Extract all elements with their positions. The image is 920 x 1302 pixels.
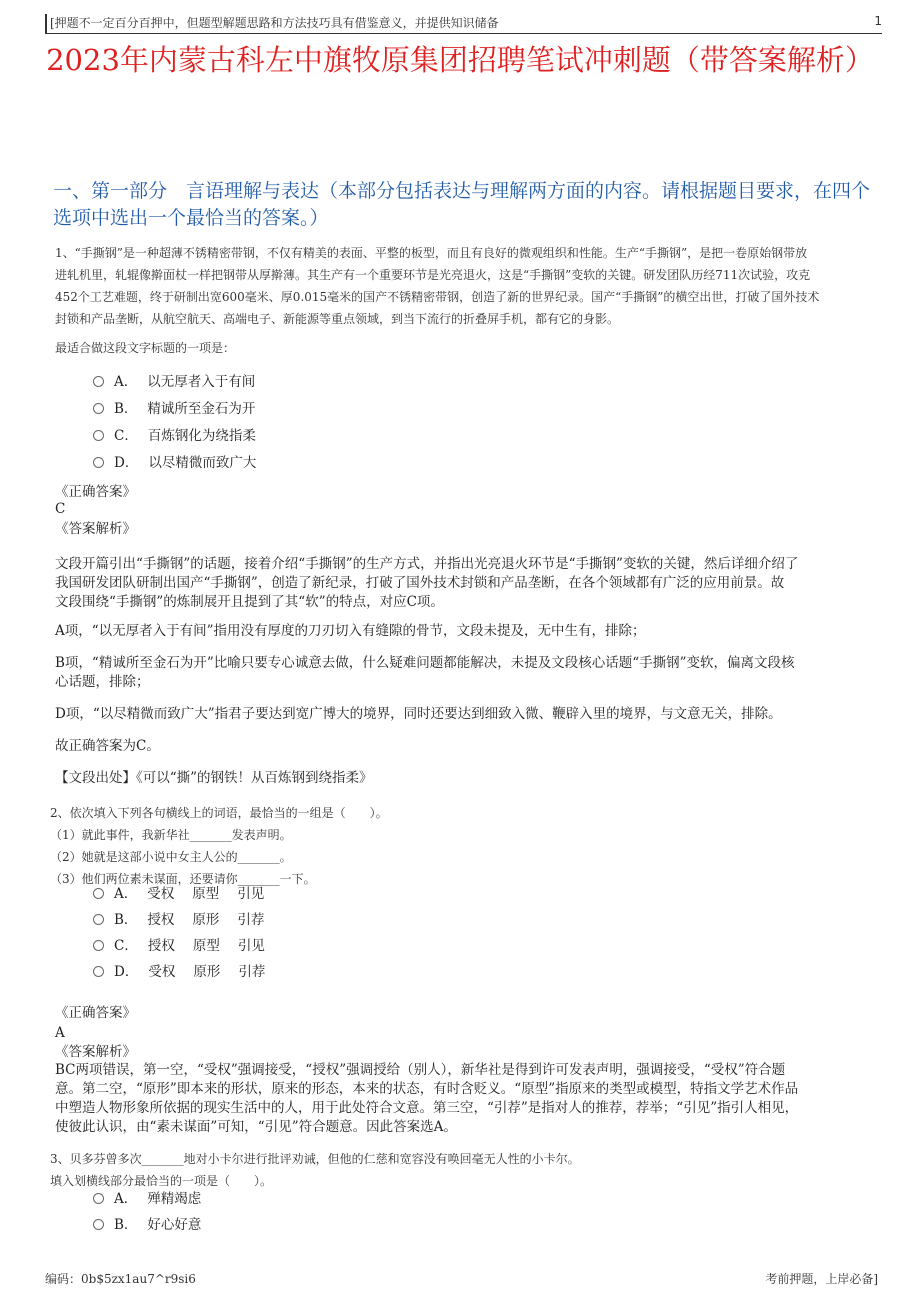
q1-stem-line: 1、“手撕钢”是一种超薄不锈精密带钢，不仅有精美的表面、平整的板型，而且有良好的微观组织和性能。生产“手撕钢”，是把一卷原始钢带放 [55,246,808,260]
option-word: 授权 [147,938,175,954]
option-text: 好心好意 [147,1217,202,1233]
q2-answer: A [55,1025,65,1041]
q1-answer-label: 《正确答案》 [55,484,136,500]
q1-stem-line: 452个工艺难题，终于研制出宽600毫米、厚0.015毫米的国产不锈精密带钢，创造了新的世界纪录。国产“手撕钢”的横空出世，打破了国外技术 [55,290,820,304]
radio-icon[interactable] [93,940,104,951]
q2-option-a[interactable] [93,884,282,904]
q3-stem-line: 3、贝多芬曾多次_______地对小卡尔进行批评劝诫，但他的仁慈和宽容没有唤回毫无人性的小卡尔。 [50,1152,580,1166]
q2-option-b[interactable] [93,910,282,930]
option-word: 引见 [237,886,265,902]
option-text: 百炼钢化为绕指柔 [147,428,256,444]
option-text: 精诚所至金石为开 [147,401,256,417]
q1-stem [55,242,885,330]
option-word: 受权 [147,886,175,902]
footer-slogan: 考前押题，上岸必备] [765,1272,878,1286]
analysis-line: 意。第二空，“原形”即本来的形状，原来的形态，本来的状态，有时含贬义。“原型”指原来的类型或模型，特指文学艺术作品 [55,1081,799,1097]
q1-stem-line: 封锁和产品垄断，从航空航天、高端电子、新能源等重点领域，到当下流行的折叠屏手机，都有它的身影。 [55,312,620,326]
option-letter: D． [114,964,139,980]
q1-source: 【文段出处】《可以“撕”的钢铁！从百炼钢到绕指柔》 [55,770,373,786]
option-letter: B． [114,1217,138,1233]
q1-analysis-label: 《答案解析》 [55,521,136,537]
analysis-line: B项，“精诚所至金石为开”比喻只要专心诚意去做，什么疑难问题都能解决，未提及文段核心话题“手撕钢”变软，偏离文段核 [55,655,795,671]
q1-stem-line: 进轧机里，轧辊像擀面杖一样把钢带从厚擀薄。其生产有一个重要环节是光亮退火，这是“手撕钢”变软的关键。研发团队历经711次试验，攻克 [55,268,811,282]
q1-analysis-b [55,654,885,692]
option-text: 殚精竭虑 [147,1191,202,1207]
analysis-line: BC两项错误，第一空，“受权”强调接受，“授权”强调授给（别人），新华社是得到许可发表声明，强调接受，“受权”符合题 [55,1062,786,1078]
option-word: 原型 [192,938,220,954]
analysis-line: 文段围绕“手撕钢”的炼制展开且提到了其“软”的特点，对应C项。 [55,594,444,610]
option-text: 以无厚者入于有间 [147,374,256,390]
q3-option-b[interactable] [93,1215,201,1235]
option-word: 原型 [192,886,220,902]
radio-icon[interactable] [93,457,104,468]
footer-code: 编码：0b$5zx1au7^r9si6 [45,1272,196,1286]
q2-stem-line: 2、依次填入下列各句横线上的词语，最恰当的一组是（ ）。 [50,806,388,820]
q2-stem-line: （3）他们两位素未谋面，还要请你_______一下。 [50,872,316,886]
radio-icon[interactable] [93,430,104,441]
q2-stem-line: （1）就此事件，我新华社_______发表声明。 [50,828,292,842]
option-letter: B． [114,401,138,417]
option-word: 引荐 [238,964,266,980]
q1-option-a[interactable] [93,372,255,392]
option-letter: A． [114,886,138,902]
option-letter: C． [114,938,138,954]
q1-analysis-d: D项，“以尽精微而致广大”指君子要达到宽广博大的境界，同时还要达到细致入微、鞭辟入里的境界，与文意无关，排除。 [55,706,782,722]
q3-stem-line: 填入划横线部分最恰当的一项是（ ）。 [50,1174,273,1188]
option-letter: B． [114,912,138,928]
q1-prompt: 最适合做这段文字标题的一项是： [55,341,236,355]
q2-option-c[interactable] [93,936,283,956]
q1-analysis-a: A项，“以无厚者入于有间”指用没有厚度的刀刃切入有缝隙的骨节，文段未提及，无中生有，排除； [55,623,646,639]
option-word: 引见 [237,938,265,954]
q1-answer: C [55,501,66,517]
radio-icon[interactable] [93,914,104,925]
q2-analysis [55,1061,885,1137]
analysis-line: 心话题，排除； [55,674,150,690]
q1-option-d[interactable] [93,453,256,473]
option-letter: A． [114,1191,138,1207]
radio-icon[interactable] [93,1219,104,1230]
q2-option-d[interactable] [93,962,283,982]
q2-analysis-label: 《答案解析》 [55,1044,136,1060]
q1-option-b[interactable] [93,399,255,419]
q3-option-a[interactable] [93,1189,201,1209]
q2-stem-line: （2）她就是这部小说中女主人公的_______。 [50,850,292,864]
analysis-line: 我国研发团队研制出国产“手撕钢”，创造了新纪录，打破了国外技术封锁和产品垄断，在各个领域都有广泛的应用前景。故 [55,575,785,591]
option-word: 原形 [193,964,221,980]
radio-icon[interactable] [93,966,104,977]
page-header [45,14,882,34]
option-word: 受权 [148,964,176,980]
q1-analysis-para1 [55,555,885,612]
header-note: [押题不一定百分百押中，但题型解题思路和方法技巧具有借鉴意义，并提供知识储备 [50,16,499,30]
page-number: 1 [874,14,882,28]
radio-icon[interactable] [93,376,104,387]
section-heading: 一、第一部分 言语理解与表达（本部分包括表达与理解两方面的内容。请根据题目要求，在四个选项中选出一个最恰当的答案。） [53,180,871,229]
option-word: 引荐 [237,912,265,928]
option-letter: D． [114,455,139,471]
q2-stem [50,802,880,890]
q1-conclusion: 故正确答案为C。 [55,738,160,754]
analysis-line: 文段开篇引出“手撕钢”的话题，接着介绍“手撕钢”的生产方式，并指出光亮退火环节是“手撕钢”变软的关键，然后详细介绍了 [55,556,799,572]
radio-icon[interactable] [93,1193,104,1204]
option-letter: A． [114,374,138,390]
q3-stem [50,1148,880,1192]
analysis-line: 中塑造人物形象所依据的现实生活中的人，用于此处符合文意。第三空，“引荐”是指对人的推荐，荐举；“引见”指引人相见， [55,1100,799,1116]
radio-icon[interactable] [93,403,104,414]
radio-icon[interactable] [93,888,104,899]
option-word: 授权 [147,912,175,928]
option-word: 原形 [192,912,220,928]
q1-option-c[interactable] [93,426,256,446]
q2-answer-label: 《正确答案》 [55,1005,136,1021]
analysis-line: 使彼此认识，由“素未谋面”可知，“引见”符合题意。因此答案选A。 [55,1119,457,1135]
option-letter: C． [114,428,138,444]
document-title: 2023年内蒙古科左中旗牧原集团招聘笔试冲刺题（带答案解析） [46,43,874,77]
option-text: 以尽精微而致广大 [148,455,257,471]
